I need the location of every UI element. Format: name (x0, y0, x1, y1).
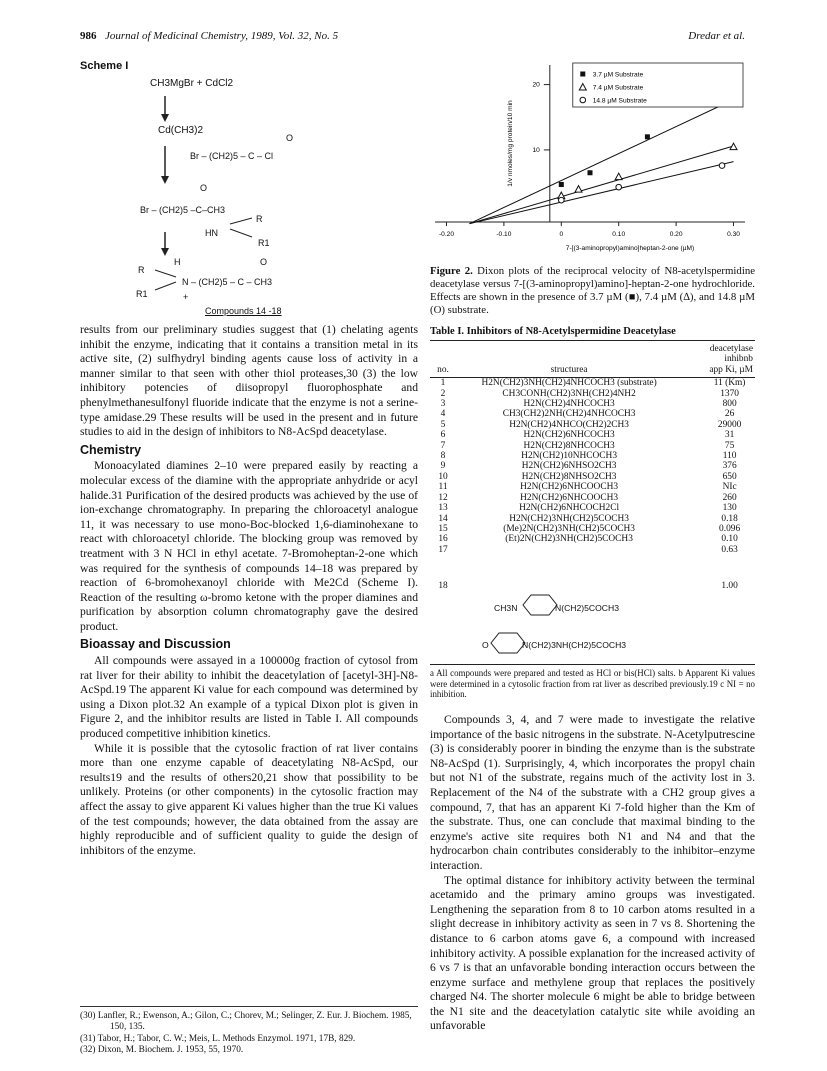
row-structure: H2N(CH2)6NHSO2CH3 (521, 461, 617, 472)
row-value: NIc (722, 482, 737, 493)
right-paragraph-2: The optimal distance for inhibitory activity between the terminal acetamido and the primary amino groups was investigated. Lengthening the separation from 8 to 10 carbon atoms resulted in a slight decrease in inhibitory activity as seen in 7 vs 8. Shortening the distance to 6 carbon atoms gave 6, a compound with increased inhibitory activity. A possible explanation for the increased activity of 6 vs 7 is that an unfavorable bonding interaction occurs between the enzyme surface and methylene group that replaces the positively charged N4. The shorter molecule 6 might be able to bridge between the N1 site and the deacetylation catalytic site while avoiding an unfavorable (430, 873, 755, 1033)
row-no: 18 (438, 580, 448, 591)
y-axis-label: 1/v nmoles/mg protein/10 min (506, 100, 514, 187)
row-value: 110 (722, 451, 737, 462)
chemistry-paragraph: Monoacylated diamines 2–10 were prepared easily by reacting a molecular excess of the diamine with the appropriate anhydride or acyl halide.31 Purification of the desired products was achieved by the use of ion-exchange chromatography. In preparing the chloroacetyl analogue 11, it was necessary to use mono-Boc-blocked 1,6-diaminohexane to react with chloroacetyl chloride. The blocking group was removed by treatment with 3 N HCl in ethyl acetate. 7-Bromoheptan-2-one which was required for the synthesis of compounds 14–18 was prepared by reaction of 6-bromohexanoyl chloride with Me2Cd (Scheme I). Reaction of the resulting ω-bromo ketone with the proper diamines and purification by absorption column chromatography gave the desired product. (80, 459, 418, 633)
legend-label: 3.7 µM Substrate (592, 71, 644, 79)
row-value: 26 (724, 409, 735, 420)
chemistry-heading: Chemistry (80, 442, 142, 457)
ring18-right: N(CH2)3NH(CH2)5COCH3 (522, 640, 627, 650)
scheme-reagents: CH3MgBr + CdCl2 (150, 78, 234, 89)
data-point-square (588, 170, 593, 175)
table-row (430, 482, 755, 492)
table-row (430, 378, 755, 389)
row-no: 9 (440, 461, 446, 472)
x-axis-label: 7-[(3-aminopropyl)amino]heptan-2-one (µM) (565, 245, 695, 253)
table-wrapper (430, 340, 755, 615)
col-structure-header: structurea (550, 364, 588, 375)
row-no: 16 (438, 534, 448, 545)
table-row (430, 430, 755, 440)
data-point-square (645, 134, 650, 139)
table-row (430, 524, 755, 534)
legend-marker (580, 97, 586, 103)
x-tick-label: 0.20 (669, 231, 683, 239)
row-no: 17 (438, 544, 448, 555)
row-structure: CH3(CH2)2NH(CH2)4NHCOCH3 (502, 409, 636, 420)
table-row (430, 514, 755, 524)
table-row (430, 493, 755, 503)
scheme-amine: HN (205, 228, 218, 238)
figure-caption-text: Dixon plots of the reciprocal velocity of N8-acetylspermidine deacetylase versus 7-[(3-aminopropyl)amino]-heptan-2-one hydrochloride. Effects are shown in the presence of 3.7 µM (■), 7.4 µM (∆), and 14.8 µM (O) substrate. (430, 265, 756, 316)
table-title: Table I. Inhibitors of N8-Acetylspermidine Deacetylase (430, 326, 676, 337)
scheme-o1: O (286, 133, 294, 143)
row-no: 3 (440, 399, 446, 410)
right-paragraph-1: Compounds 3, 4, and 7 were made to investigate the relative importance of the basic nitrogens in the substrate. N-Acetylputrescine (3) is considerably poorer in binding the enzyme than is the substrate N8-AcSpd (1). Surprisingly, 4, which incorporates the propyl chain but not N1 of the substrate, regains much of the activity lost in 3. Replacement of the N4 of the substrate with a CH2 group gives a compound, 7, that has an apparent Ki 7-fold higher than the Km of the substrate. Thus, one can conclude that maximal binding to the enzyme's active site requires both N1 and N4 and that the hydrocarbon chain contributes considerably to the inhibitor–enzyme interaction. (430, 713, 755, 872)
dixon-plot (425, 55, 755, 260)
references-rule (80, 1006, 418, 1007)
table-row (430, 399, 755, 409)
row-no: 8 (440, 451, 446, 462)
row-structure (456, 545, 682, 581)
reference-31: (31) Tabor, H.; Tabor, C. W.; Meis, L. Methods Enzymol. 1971, 17B, 829. (80, 1033, 356, 1044)
x-tick-label: 0 (559, 231, 564, 239)
row-value: 31 (724, 430, 735, 441)
ring18-o: O (482, 640, 489, 650)
scheme-title: Scheme I (80, 60, 129, 72)
row-structure: H2N(CH2)8NHSO2CH3 (521, 471, 617, 482)
x-tick-label: 0.30 (727, 231, 740, 239)
row-no: 13 (438, 503, 448, 514)
row-no: 1 (440, 378, 446, 389)
running-authors: Dredar et al. (688, 30, 745, 42)
bioassay-paragraph-2: While it is possible that the cytosolic fraction of rat liver contains more than one enzyme capable of deacetylating N8-AcSpd, our results19 and the results of others20,21 show that possibility to be unlikely. Proteins (or other components) in the cytosolic fraction may affect the assay to give apparent Ki values higher than the true Ki values of the test compounds; however, the data obtained from the assay are highly reproducible and of sufficient quality to guide the design of inhibitors of the enzyme. (80, 741, 418, 857)
row-no: 4 (440, 409, 446, 420)
scheme-o3: O (260, 257, 268, 267)
row-structure: (Me)2N(CH2)3NH(CH2)5COCH3 (503, 523, 635, 534)
row-no: 10 (438, 471, 448, 482)
figure-label: Figure 2. (430, 265, 473, 277)
table-row (430, 472, 755, 482)
col-value-h3: app Ki, µM (709, 364, 753, 375)
table-row (430, 503, 755, 513)
table-bottom-rule (430, 664, 755, 665)
row-no: 14 (438, 513, 448, 524)
x-tick-label: -0.10 (496, 231, 512, 239)
table-row (430, 534, 755, 544)
bioassay-paragraph-1: All compounds were assayed in a 100000g fraction of cytosol from rat liver for their ability to inhibit the deacetylation of [acetyl-3H]-N8-AcSpd.19 The apparent Ki value for each compound was determined by using a Dixon plot.32 An example of a typical Dixon plot is given in Figure 2, and the inhibitor results are listed in Table I. All compounds produced competitive inhibition kinetics. (80, 654, 418, 741)
y-tick-label: 20 (532, 81, 540, 89)
table-row (430, 389, 755, 399)
row-structure: H2N(CH2)3NH(CH2)5COCH3 (509, 513, 629, 524)
row-value: 376 (722, 461, 737, 472)
row-value: 260 (722, 492, 737, 503)
row-structure: (Et)2N(CH2)3NH(CH2)5COCH3 (505, 534, 633, 545)
bioassay-heading: Bioassay and Discussion (80, 637, 231, 652)
x-tick-label: -0.20 (438, 231, 454, 239)
row-value: 800 (722, 399, 737, 410)
row-value: 11 (Km) (713, 378, 746, 389)
row-value: 1370 (720, 388, 739, 399)
row-structure: H2N(CH2)6NHCOCH3 (523, 430, 615, 441)
legend-label: 7.4 µM Substrate (592, 84, 644, 92)
row-structure: H2N(CH2)6NHCOOCH3 (520, 482, 619, 493)
row-value: 0.096 (719, 523, 741, 534)
scheme-cd: Cd(CH3)2 (158, 125, 204, 136)
scheme-r1-b: R1 (136, 289, 148, 299)
row-structure: H2N(CH2)4NHCO(CH2)2CH3 (509, 419, 629, 430)
ring17-left: CH3N (494, 603, 518, 613)
row-value: 29000 (717, 419, 742, 430)
data-point-triangle (575, 186, 582, 193)
reference-30: (30) Lanfler, R.; Ewenson, A.; Gilon, C.; Chorev, M.; Selinger, Z. Eur. J. Biochem. 1985, 150, 135. (80, 1011, 412, 1033)
row-value: 0.63 (721, 544, 738, 555)
data-point-square (559, 182, 564, 187)
table-footnote: a All compounds were prepared and tested as HCl or bis(HCl) salts. b Apparent Ki values were determined in a cytosolic fraction from rat liver as described previously.19 c NI = no inhibition. (430, 668, 755, 700)
scheme-acid-chloride: Br – (CH2)5 – C – Cl (190, 151, 274, 161)
references (80, 1011, 418, 1057)
scheme-o2: O (200, 183, 208, 193)
x-tick-label: 0.10 (612, 231, 626, 239)
figure-caption (430, 265, 755, 317)
col-value-h2: inhibnb (724, 354, 753, 365)
row-value: 0.18 (721, 513, 738, 524)
table-row (430, 451, 755, 461)
row-value: 0.10 (721, 534, 738, 545)
scheme-plus: + (183, 292, 189, 302)
scheme-r-b: R (138, 265, 145, 275)
legend-label: 14.8 µM Substrate (592, 97, 647, 105)
scheme-h: H (174, 257, 181, 267)
row-structure: H2N(CH2)3NH(CH2)4NHCOCH3 (substrate) (481, 378, 657, 389)
row-value: 75 (724, 440, 735, 451)
page-number: 986 (80, 30, 97, 42)
row-structure: H2N(CH2)6NHCOCH2Cl (519, 503, 620, 514)
row-structure: H2N(CH2)4NHCOCH3 (523, 399, 615, 410)
row-value: 650 (722, 471, 737, 482)
scheme-r: R (256, 214, 263, 224)
table-row (430, 420, 755, 430)
inhibitor-table (430, 340, 755, 615)
data-point-circle (719, 163, 725, 169)
row-no: 11 (438, 482, 448, 493)
left-column (80, 323, 418, 858)
col-no-header: no. (437, 364, 449, 375)
table-row (430, 461, 755, 471)
data-point-triangle (615, 173, 622, 180)
scheme-r1: R1 (258, 238, 270, 248)
row-structure: H2N(CH2)10NHCOCH3 (521, 451, 618, 462)
row-structure: CH3CONH(CH2)3NH(CH2)4NH2 (502, 388, 636, 399)
journal-title: Journal of Medicinal Chemistry, 1989, Vol. 32, No. 5 (105, 30, 339, 42)
legend-marker (580, 72, 585, 77)
col-value-h1: deacetylase (709, 344, 753, 354)
ring17-right: N(CH2)5COCH3 (555, 603, 619, 613)
table-row (430, 545, 755, 581)
table-row (430, 441, 755, 451)
row-structure: H2N(CH2)6NHCOOCH3 (520, 492, 619, 503)
intro-paragraph: results from our preliminary studies suggest that (1) chelating agents inhibit the enzyme, indicating that it contains a transition metal in its active site, (2) sulfhydryl binding agents cause loss of activity in a manner similar to that seen with other thiol proteases,30 (3) the low inhibitory potencies of diisopropyl fluorophosphate and phenylmethanesulfonyl fluoride indicate that the enzyme is not a serine-type amidase.29 These results will be used in the present and in future studies to aid in the design of inhibitors to N8-AcSpd deacetylase. (80, 323, 418, 439)
scheme-bromoketone: Br – (CH2)5 –C–CH3 (140, 205, 226, 215)
data-point-circle (558, 197, 564, 203)
row-structure: H2N(CH2)8NHCOCH3 (523, 440, 615, 451)
right-column (430, 713, 755, 1034)
row-no: 2 (440, 388, 446, 399)
row-value: 130 (722, 503, 737, 514)
row-no: 12 (438, 492, 448, 503)
reference-32: (32) Dixon, M. Biochem. J. 1953, 55, 1970. (80, 1045, 244, 1056)
data-point-circle (616, 184, 622, 190)
scheme-product: N – (CH2)5 – C – CH3 (182, 277, 273, 287)
row-value: 1.00 (721, 580, 738, 591)
row-no: 6 (440, 430, 446, 441)
row-no: 5 (440, 419, 446, 430)
row-no: 7 (440, 440, 446, 451)
y-tick-label: 10 (532, 146, 540, 154)
table-row (430, 409, 755, 419)
row-no: 15 (438, 523, 448, 534)
scheme-compounds: Compounds 14 -18 (205, 306, 282, 316)
